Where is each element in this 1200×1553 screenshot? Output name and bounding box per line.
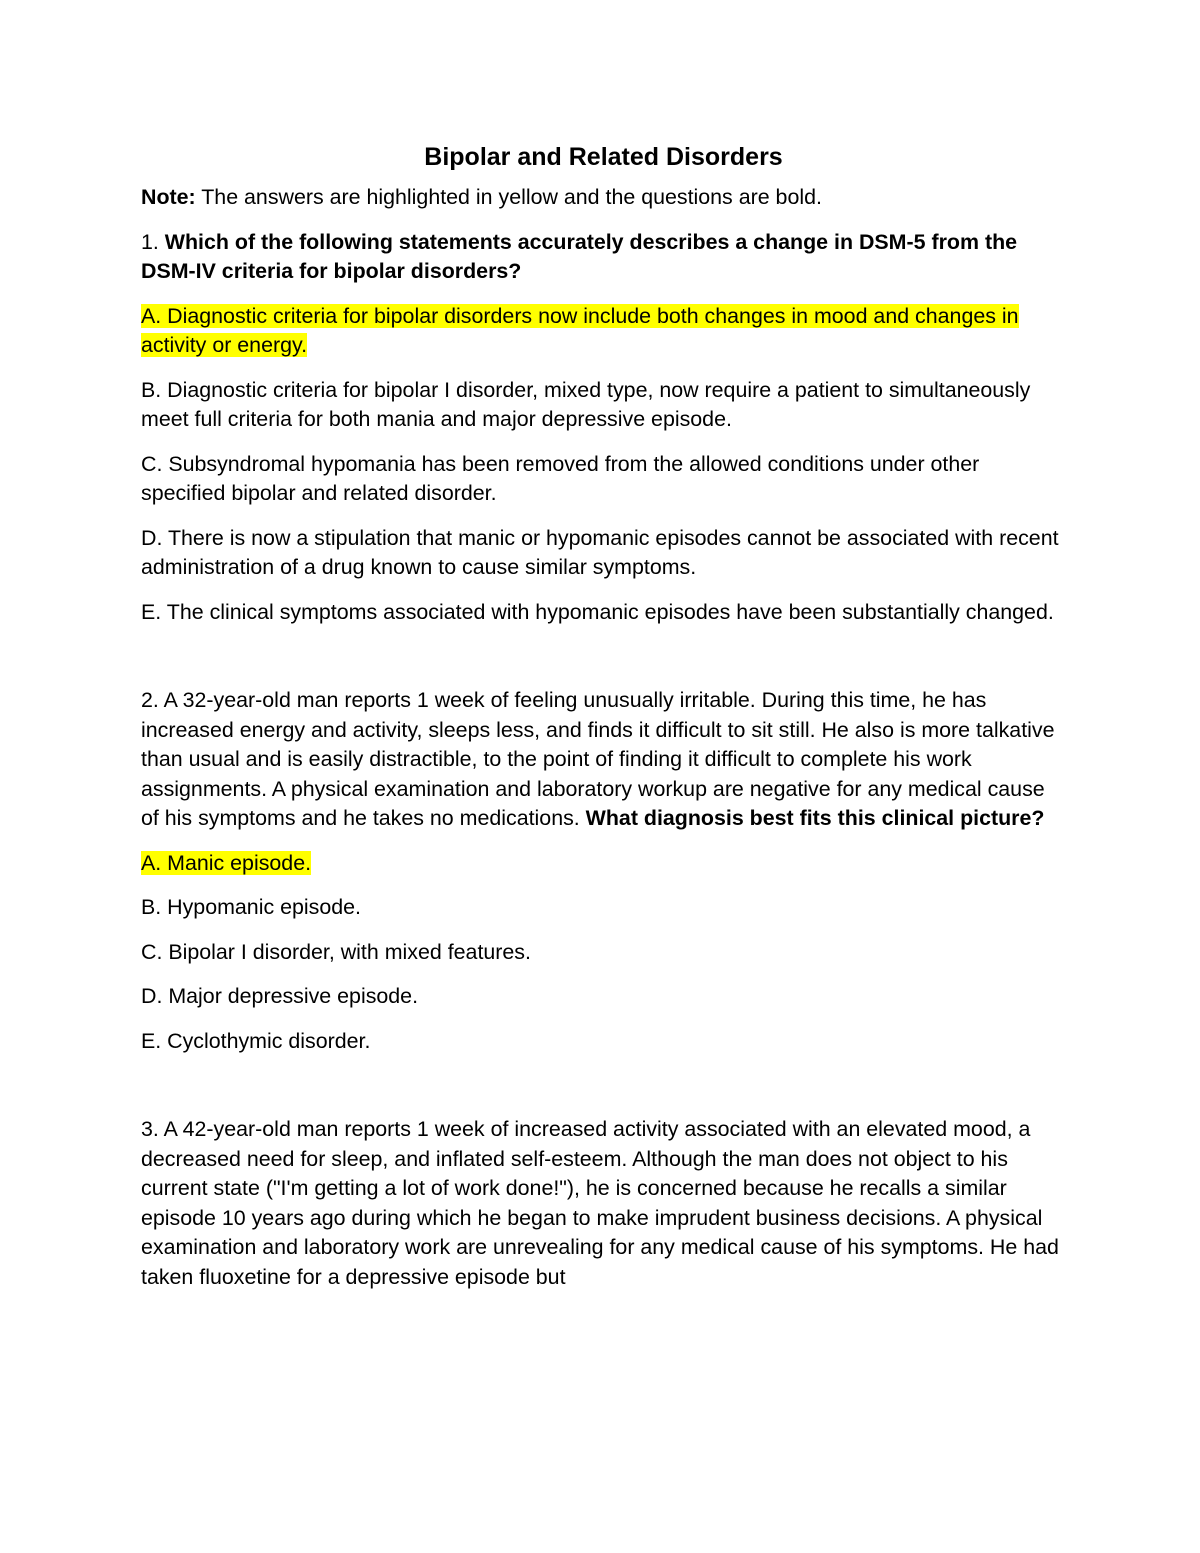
answer-option: E. Cyclothymic disorder. [141, 1028, 371, 1053]
answer-option: C. Subsyndromal hypomania has been removed from the allowed conditions under other specified bipolar and related disorder. [141, 451, 980, 505]
answer-option: B. Diagnostic criteria for bipolar I disorder, mixed type, now require a patient to simultaneously meet full criteria for both mania and major depressive episode. [141, 377, 1031, 431]
question-1-stem [141, 228, 1066, 287]
document-page [141, 140, 1066, 1307]
question-text-bold: Which of the following statements accurately describes a change in DSM-5 from the DSM-IV criteria for bipolar disorders? [141, 229, 1018, 283]
spacer [141, 1071, 1066, 1115]
note-text: The answers are highlighted in yellow and the questions are bold. [195, 185, 822, 209]
question-number: 1. [141, 229, 165, 254]
page-title: Bipolar and Related Disorders [424, 143, 783, 171]
answer-option: B. Hypomanic episode. [141, 895, 361, 919]
question-number: 3. [141, 1117, 164, 1141]
correct-answer-highlight: A. Diagnostic criteria for bipolar disorders now include both changes in mood and changes in activity or energy. [141, 303, 1019, 357]
question-3-stem [141, 1115, 1066, 1292]
answer-option: E. The clinical symptoms associated with hypomanic episodes have been substantially changed. [141, 599, 1054, 624]
note-label: Note: [141, 185, 196, 209]
answer-option: D. Major depressive episode. [141, 984, 419, 1008]
spacer [141, 642, 1066, 686]
answer-option [141, 302, 1066, 361]
answer-option [141, 849, 1066, 879]
question-2-stem [141, 686, 1066, 834]
correct-answer-highlight: A. Manic episode. [141, 850, 312, 875]
answer-option: D. There is now a stipulation that manic or hypomanic episodes cannot be associated with recent administration of a drug known to cause similar symptoms. [141, 525, 1059, 579]
question-text: A 42-year-old man reports 1 week of increased activity associated with an elevated mood, a decreased need for sleep, and inflated self-esteem. Although the man does not object to his current state ("I'm getting a lot of work done!"), he is concerned because he recalls a similar episode 10 years ago during which he began to make imprudent business decisions. A physical examination and laboratory work are unrevealing for any medical cause of his symptoms. He had taken fluoxetine for a depressive episode but [141, 1117, 1059, 1289]
question-number: 2. [141, 688, 164, 712]
question-text-bold: What diagnosis best fits this clinical picture? [585, 806, 1045, 830]
answer-option: C. Bipolar I disorder, with mixed features. [141, 939, 531, 964]
question-text: A 32-year-old man reports 1 week of feeling unusually irritable. During this time, he has increased energy and activity, sleeps less, and finds it difficult to sit still. He also is more talkative than usual and is easily distractible, to the point of finding it difficult to complete his work assignments. A physical examination and laboratory workup are negative for any medical cause of his symptoms and he takes no medications. [141, 688, 1055, 830]
note-paragraph [141, 183, 1066, 213]
